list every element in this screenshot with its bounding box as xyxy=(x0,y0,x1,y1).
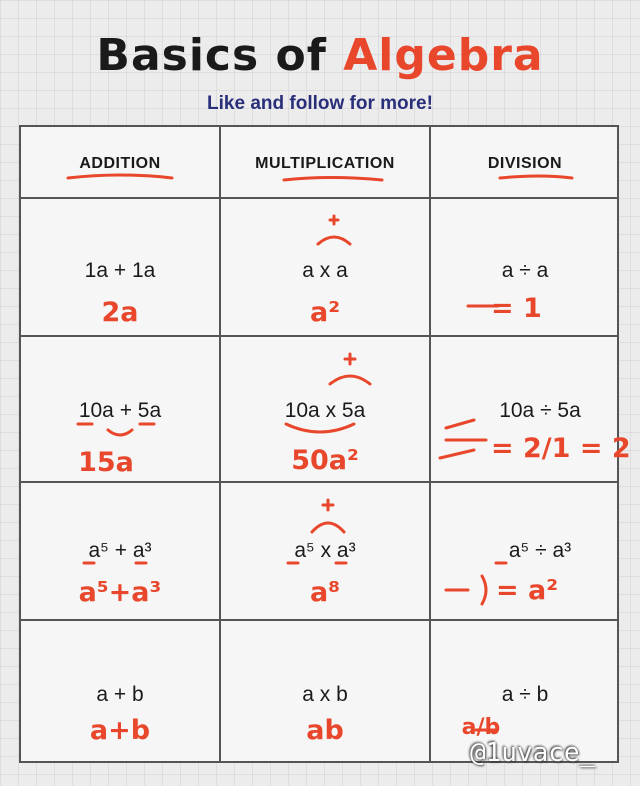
underline-division xyxy=(500,176,572,178)
paren-row3 xyxy=(482,576,486,604)
marks-row2-add xyxy=(78,424,154,435)
multiplication-printed: a⁵ x a³ xyxy=(294,539,356,562)
division-printed: a⁵ ÷ a³ xyxy=(508,539,572,562)
addition-printed: a + b xyxy=(96,683,144,706)
addition-printed: a⁵ + a³ xyxy=(88,539,152,562)
addition-printed: 10a + 5a xyxy=(78,399,162,422)
arc-row1 xyxy=(318,237,350,244)
multiplication-printed: a x b xyxy=(302,683,348,706)
plus-row1 xyxy=(330,216,338,224)
header-multiplication: MULTIPLICATION xyxy=(255,155,395,172)
title-main: Basics of xyxy=(96,30,327,81)
multiplication-handwritten: a⁸ xyxy=(309,577,341,608)
arc-row2 xyxy=(330,376,370,384)
plus-row3 xyxy=(323,500,333,510)
multiplication-printed: 10a x 5a xyxy=(284,399,366,422)
header-division: DIVISION xyxy=(487,155,563,172)
multiplication-printed: a x a xyxy=(302,259,348,282)
smile-row2 xyxy=(286,424,354,432)
division-printed: a ÷ a xyxy=(501,259,549,282)
page-subtitle: Like and follow for more! xyxy=(207,93,433,114)
multiplication-handwritten: ab xyxy=(306,715,344,746)
division-handwritten: = a² xyxy=(496,575,559,606)
division-handwritten: = 1 xyxy=(491,293,542,324)
multiplication-handwritten: a² xyxy=(309,297,341,328)
division-printed: a ÷ b xyxy=(501,683,549,706)
plus-row2 xyxy=(345,354,355,364)
arc-row3 xyxy=(312,523,344,532)
multiplication-handwritten: 50a² xyxy=(291,445,359,476)
division-printed: 10a ÷ 5a xyxy=(499,399,581,422)
header-addition: ADDITION xyxy=(79,155,161,172)
addition-printed: 1a + 1a xyxy=(84,259,156,282)
addition-handwritten: 15a xyxy=(78,447,134,478)
underline-multiplication xyxy=(284,178,382,181)
watermark-handle: @1uvace_ xyxy=(470,738,596,768)
addition-handwritten: a⁵+a³ xyxy=(78,577,162,608)
title-accent: Algebra xyxy=(343,30,544,81)
addition-handwritten: a+b xyxy=(89,715,151,746)
division-handwritten: a/b xyxy=(461,715,501,740)
division-handwritten: = 2/1 = 2 xyxy=(491,433,631,464)
underline-addition xyxy=(68,175,172,178)
addition-handwritten: 2a xyxy=(101,297,139,328)
